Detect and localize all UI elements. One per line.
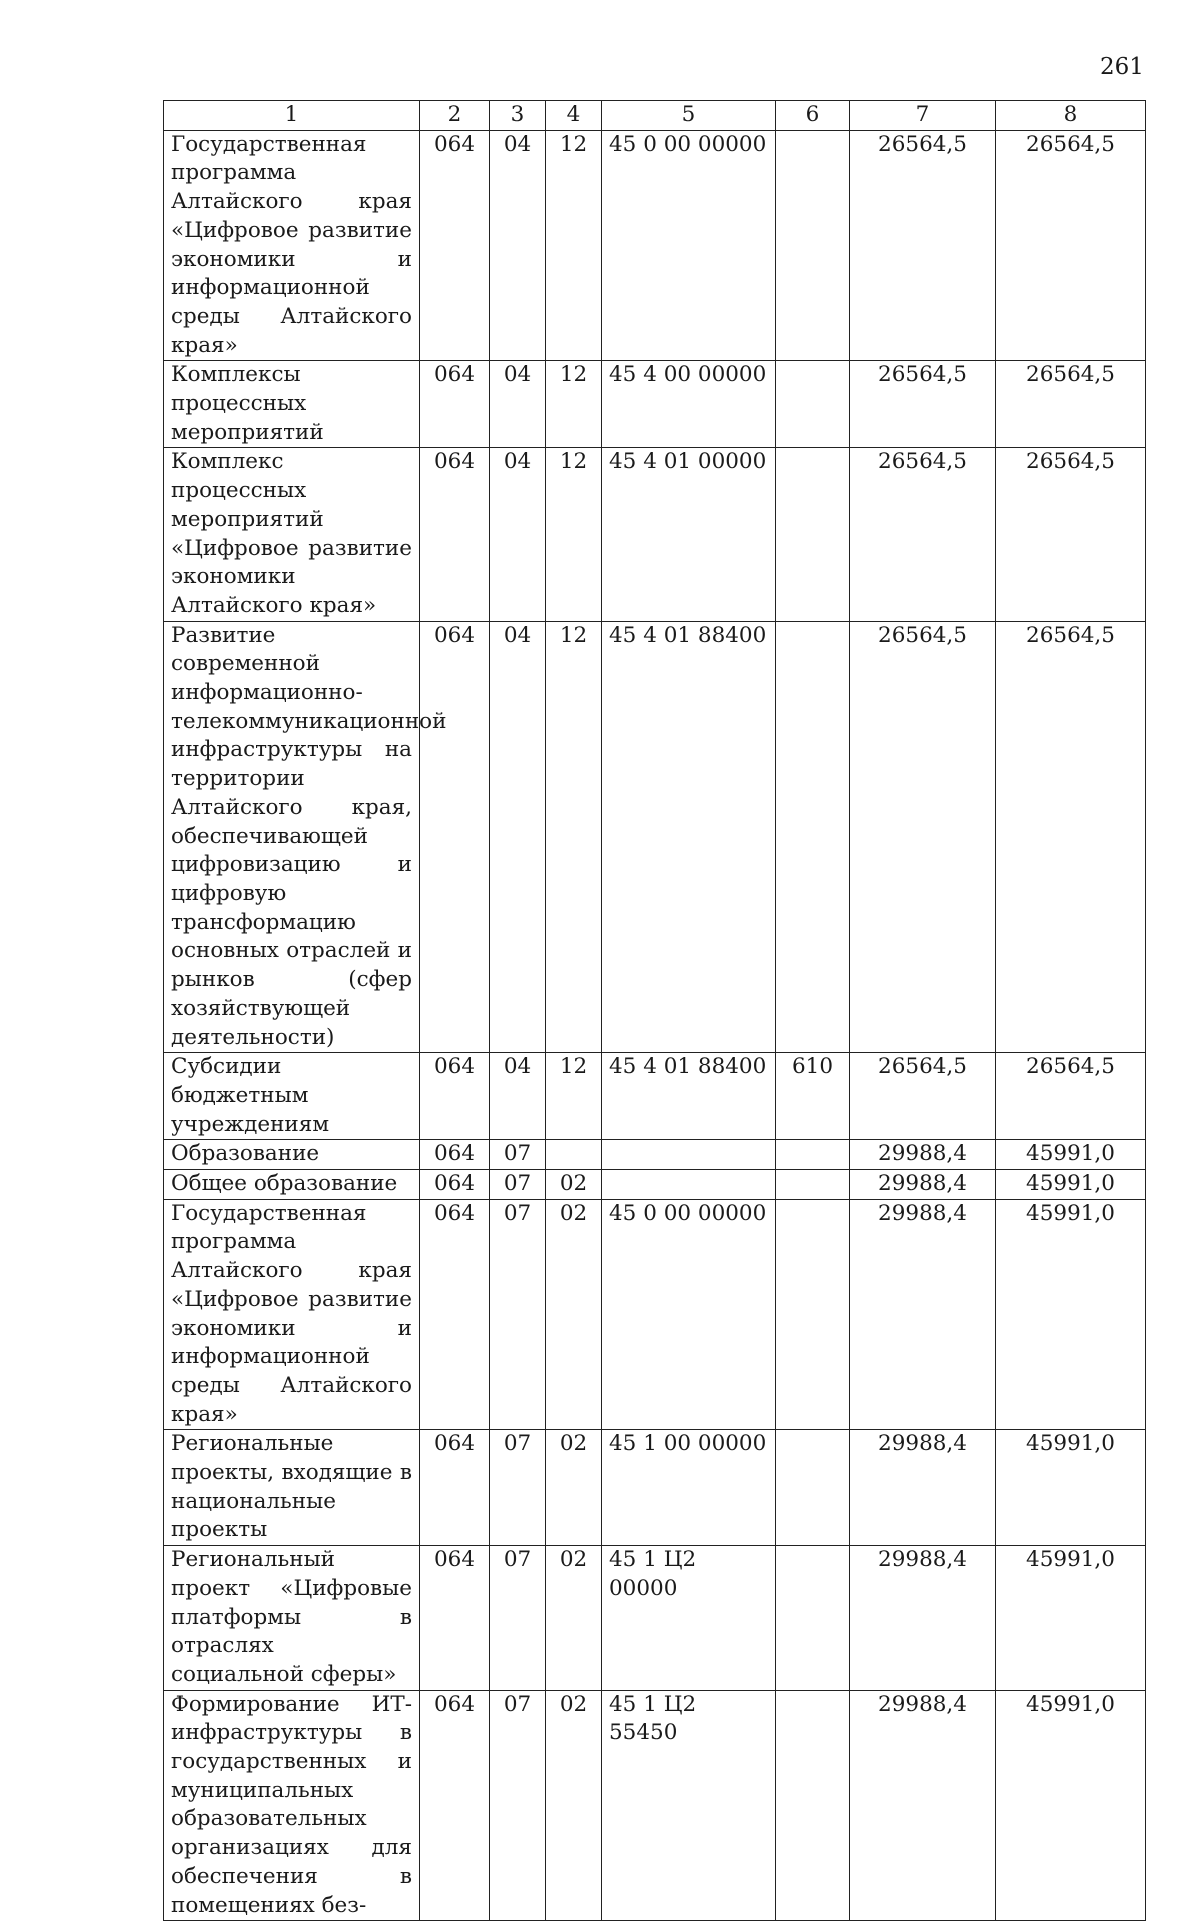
cell-section-code: 07 bbox=[490, 1430, 546, 1546]
cell-amount-year1: 26564,5 bbox=[850, 621, 996, 1053]
header-row bbox=[164, 101, 1146, 131]
table-row bbox=[164, 1430, 1146, 1546]
cell-subsection-code: 02 bbox=[546, 1546, 602, 1691]
cell-expense-type bbox=[776, 1690, 850, 1921]
cell-subsection-code: 12 bbox=[546, 621, 602, 1053]
cell-amount-year2: 45991,0 bbox=[996, 1170, 1146, 1200]
table-row bbox=[164, 1199, 1146, 1430]
cell-ministry-code: 064 bbox=[420, 361, 490, 448]
cell-amount-year1: 29988,4 bbox=[850, 1690, 996, 1921]
cell-subsection-code: 02 bbox=[546, 1690, 602, 1921]
cell-ministry-code: 064 bbox=[420, 448, 490, 621]
table-body bbox=[164, 130, 1146, 1921]
cell-amount-year1: 26564,5 bbox=[850, 448, 996, 621]
cell-subsection-code: 12 bbox=[546, 130, 602, 361]
cell-target-article: 45 4 00 00000 bbox=[602, 361, 776, 448]
cell-expense-type bbox=[776, 621, 850, 1053]
cell-expense-type bbox=[776, 1546, 850, 1691]
header-cell-5: 5 bbox=[602, 101, 776, 131]
cell-subsection-code: 12 bbox=[546, 361, 602, 448]
cell-section-code: 07 bbox=[490, 1546, 546, 1691]
cell-target-article: 45 4 01 88400 bbox=[602, 1053, 776, 1140]
header-cell-4: 4 bbox=[546, 101, 602, 131]
cell-target-article: 45 1 Ц2 55450 bbox=[602, 1690, 776, 1921]
row-name: Региональные проекты, входящие в национальные проекты bbox=[164, 1430, 420, 1546]
header-cell-3: 3 bbox=[490, 101, 546, 131]
cell-amount-year2: 26564,5 bbox=[996, 448, 1146, 621]
cell-subsection-code: 12 bbox=[546, 1053, 602, 1140]
cell-ministry-code: 064 bbox=[420, 1199, 490, 1430]
cell-ministry-code: 064 bbox=[420, 1053, 490, 1140]
cell-amount-year1: 26564,5 bbox=[850, 361, 996, 448]
cell-target-article: 45 1 Ц2 00000 bbox=[602, 1546, 776, 1691]
header-cell-2: 2 bbox=[420, 101, 490, 131]
row-name: Образование bbox=[164, 1140, 420, 1170]
row-name: Развитие современной информационно-телекоммуникационной инфраструктуры на территории Алтайского края, обеспечивающей цифровизацию и цифровую трансформацию основных отраслей и рынков (сфер хозяйствующей деятельности) bbox=[164, 621, 420, 1053]
page-number: 261 bbox=[1100, 54, 1144, 80]
cell-ministry-code: 064 bbox=[420, 1430, 490, 1546]
row-name: Формирование ИТ-инфраструктуры в государственных и муниципальных образовательных организациях для обеспечения в помещениях без- bbox=[164, 1690, 420, 1921]
cell-amount-year1: 29988,4 bbox=[850, 1546, 996, 1691]
cell-target-article: 45 0 00 00000 bbox=[602, 1199, 776, 1430]
cell-amount-year2: 45991,0 bbox=[996, 1140, 1146, 1170]
table-row bbox=[164, 130, 1146, 361]
cell-subsection-code: 02 bbox=[546, 1430, 602, 1546]
cell-expense-type bbox=[776, 1140, 850, 1170]
cell-amount-year2: 26564,5 bbox=[996, 1053, 1146, 1140]
cell-section-code: 04 bbox=[490, 448, 546, 621]
cell-subsection-code: 02 bbox=[546, 1199, 602, 1430]
cell-expense-type: 610 bbox=[776, 1053, 850, 1140]
row-name: Региональный проект «Цифровые платформы в отраслях социальной сферы» bbox=[164, 1546, 420, 1691]
cell-section-code: 07 bbox=[490, 1199, 546, 1430]
cell-target-article: 45 0 00 00000 bbox=[602, 130, 776, 361]
cell-amount-year1: 29988,4 bbox=[850, 1199, 996, 1430]
cell-amount-year2: 45991,0 bbox=[996, 1430, 1146, 1546]
cell-ministry-code: 064 bbox=[420, 1690, 490, 1921]
cell-target-article: 45 4 01 00000 bbox=[602, 448, 776, 621]
row-name: Комплексы процессных мероприятий bbox=[164, 361, 420, 448]
cell-target-article bbox=[602, 1170, 776, 1200]
table-row bbox=[164, 1690, 1146, 1921]
cell-section-code: 04 bbox=[490, 1053, 546, 1140]
cell-amount-year1: 29988,4 bbox=[850, 1170, 996, 1200]
cell-amount-year2: 45991,0 bbox=[996, 1546, 1146, 1691]
cell-expense-type bbox=[776, 1430, 850, 1546]
table-row bbox=[164, 1140, 1146, 1170]
cell-section-code: 07 bbox=[490, 1690, 546, 1921]
cell-section-code: 04 bbox=[490, 130, 546, 361]
table-row bbox=[164, 448, 1146, 621]
cell-ministry-code: 064 bbox=[420, 1546, 490, 1691]
cell-section-code: 04 bbox=[490, 621, 546, 1053]
cell-expense-type bbox=[776, 130, 850, 361]
budget-table bbox=[163, 100, 1146, 1921]
cell-subsection-code: 02 bbox=[546, 1170, 602, 1200]
cell-amount-year2: 45991,0 bbox=[996, 1199, 1146, 1430]
cell-target-article: 45 1 00 00000 bbox=[602, 1430, 776, 1546]
cell-amount-year1: 26564,5 bbox=[850, 1053, 996, 1140]
cell-amount-year2: 45991,0 bbox=[996, 1690, 1146, 1921]
cell-target-article bbox=[602, 1140, 776, 1170]
table-row bbox=[164, 1546, 1146, 1691]
cell-target-article: 45 4 01 88400 bbox=[602, 621, 776, 1053]
cell-amount-year2: 26564,5 bbox=[996, 621, 1146, 1053]
cell-ministry-code: 064 bbox=[420, 1140, 490, 1170]
row-name: Государственная программа Алтайского края «Цифровое развитие экономики и информационной среды Алтайского края» bbox=[164, 1199, 420, 1430]
cell-amount-year2: 26564,5 bbox=[996, 130, 1146, 361]
cell-expense-type bbox=[776, 1199, 850, 1430]
table-row bbox=[164, 1053, 1146, 1140]
cell-amount-year1: 29988,4 bbox=[850, 1140, 996, 1170]
cell-subsection-code bbox=[546, 1140, 602, 1170]
header-cell-8: 8 bbox=[996, 101, 1146, 131]
cell-ministry-code: 064 bbox=[420, 130, 490, 361]
row-name: Государственная программа Алтайского края «Цифровое развитие экономики и информационной среды Алтайского края» bbox=[164, 130, 420, 361]
cell-expense-type bbox=[776, 1170, 850, 1200]
row-name: Субсидии бюджетным учреждениям bbox=[164, 1053, 420, 1140]
cell-ministry-code: 064 bbox=[420, 1170, 490, 1200]
row-name: Общее образование bbox=[164, 1170, 420, 1200]
cell-subsection-code: 12 bbox=[546, 448, 602, 621]
cell-expense-type bbox=[776, 448, 850, 621]
header-cell-1: 1 bbox=[164, 101, 420, 131]
header-cell-6: 6 bbox=[776, 101, 850, 131]
table-row bbox=[164, 361, 1146, 448]
cell-section-code: 07 bbox=[490, 1170, 546, 1200]
header-cell-7: 7 bbox=[850, 101, 996, 131]
table-row bbox=[164, 621, 1146, 1053]
cell-section-code: 07 bbox=[490, 1140, 546, 1170]
table-row bbox=[164, 1170, 1146, 1200]
cell-amount-year1: 26564,5 bbox=[850, 130, 996, 361]
cell-section-code: 04 bbox=[490, 361, 546, 448]
row-name: Комплекс процессных мероприятий «Цифровое развитие экономики Алтайского края» bbox=[164, 448, 420, 621]
cell-ministry-code: 064 bbox=[420, 621, 490, 1053]
cell-amount-year1: 29988,4 bbox=[850, 1430, 996, 1546]
cell-expense-type bbox=[776, 361, 850, 448]
cell-amount-year2: 26564,5 bbox=[996, 361, 1146, 448]
